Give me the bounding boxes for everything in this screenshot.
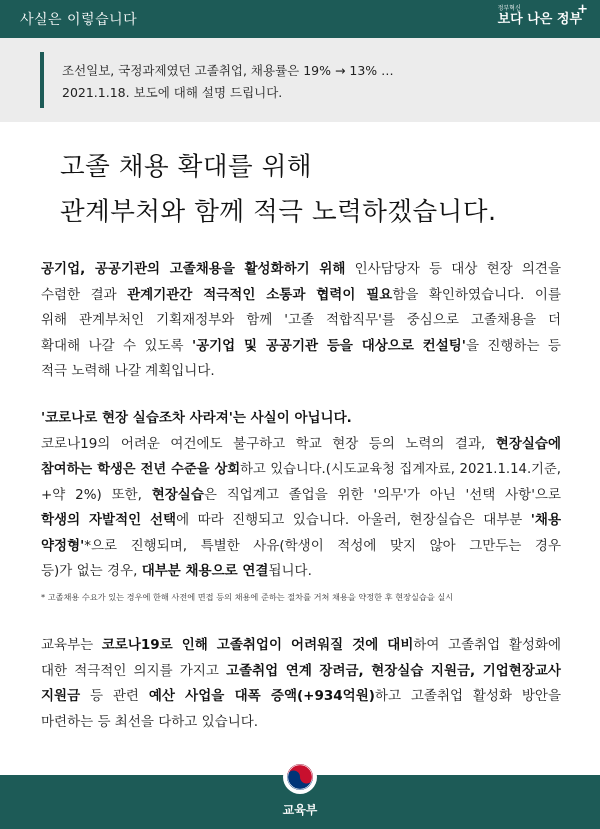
body-text: 수렴한 결과	[41, 286, 128, 303]
paragraph-field-training	[41, 406, 561, 585]
body-text: 위해 관계부처인 기획재정부와 함께 '고졸 적합직무'를 중심으로 고졸채용을 더	[41, 312, 561, 328]
body-text: 대한 적극적인 의지를 가지고	[41, 662, 227, 679]
body-text: 마련하는 등 최선을 다하고 있습니다.	[41, 713, 259, 730]
paragraph-line	[41, 483, 561, 509]
government-emblem-icon	[283, 760, 317, 794]
paragraph-line	[41, 283, 561, 309]
emphasis-text: 관계기관간 적극적인 소통과 협력이 필요	[127, 286, 393, 303]
emphasis-text: 고졸취업 연계 장려금, 현장실습 지원금, 기업현장교사	[226, 662, 561, 679]
heading-text: '코로나로 현장 실습조차 사라져'는 사실이 아닙니다.	[41, 410, 352, 426]
paragraph-consulting	[41, 257, 561, 385]
page-title: 사실은 이렇습니다	[20, 12, 138, 28]
paragraph-line	[41, 559, 561, 585]
body-text: 은 직업계고 졸업을 위한 '의무'가 아닌 '선택 사항'으로	[203, 486, 561, 503]
body-text: 함을 확인하였습니다. 이를	[392, 286, 561, 303]
emphasis-text: 약정형'	[41, 537, 85, 554]
body-text: 됩니다.	[268, 563, 312, 579]
body-text: 등)가 없는 경우,	[41, 563, 142, 579]
headline	[60, 145, 497, 235]
emphasis-text: 지원금	[41, 688, 81, 704]
body-text: 하고 고졸취업 활성화 방안을	[374, 688, 561, 704]
government-innovation-logo	[497, 2, 588, 28]
notice-line-1: 조선일보, 국정과제였던 고졸취업, 채용률은 19% → 13% …	[62, 63, 394, 78]
paragraph-line	[41, 457, 561, 483]
paragraph-line	[41, 710, 561, 736]
article-notice	[0, 38, 600, 122]
paragraph-line	[41, 308, 561, 334]
brand-big-text: 보다 나은 정부	[497, 12, 582, 27]
paragraph-budget	[41, 633, 561, 735]
body-text: 교육부는	[41, 637, 102, 653]
body-text: *으로 진행되며, 특별한 사유(학생이 적성에 맞지 않아 그만두는 경우	[84, 537, 561, 554]
emphasis-text: '채용	[530, 512, 561, 528]
body-text: 에 따라 진행되고 있습니다. 아울러, 현장실습은 대부분	[176, 512, 531, 528]
body-text: 하여 고졸취업 활성화에	[413, 637, 561, 653]
headline-line-2: 관계부처와 함께 적극 노력하겠습니다.	[60, 197, 497, 227]
paragraph-line	[41, 359, 561, 385]
paragraph-line	[41, 508, 561, 534]
paragraph-line	[41, 534, 561, 560]
body-text: 확대해 나갈 수 있도록	[41, 337, 192, 354]
emphasis-text: 현장실습	[151, 486, 204, 503]
body-text: 등 관련	[80, 688, 149, 704]
paragraph-line	[41, 633, 561, 659]
plus-icon: +	[577, 2, 588, 17]
body-text: 코로나19의 어려운 여건에도 불구하고 학교 현장 등의 노력의 결과,	[41, 435, 496, 452]
body-text: +약 2%) 또한,	[41, 486, 152, 503]
notice-accent-bar	[40, 52, 44, 108]
footer	[0, 775, 600, 829]
body-text: 적극 노력해 나갈 계획입니다.	[41, 363, 215, 379]
emphasis-text: 예산 사업을 대폭 증액(+934억원)	[148, 688, 375, 704]
notice-line-2: 2021.1.18. 보도에 대해 설명 드립니다.	[62, 85, 283, 100]
paragraph-line	[41, 334, 561, 360]
paragraph-line	[41, 684, 561, 710]
footnote: * 고졸채용 수요가 있는 경우에 한해 사전에 면접 등의 채용에 준하는 절차를 거쳐 채용을 약정한 후 현장실습을 실시	[41, 592, 454, 602]
emphasis-text: 현장실습에	[495, 435, 561, 452]
paragraph-line	[41, 432, 561, 458]
emphasis-text: 학생의 자발적인 선택	[41, 512, 177, 528]
emphasis-text: 코로나19로 인해 고졸취업이 어려워질 것에 대비	[101, 637, 414, 653]
emphasis-text: 참여하는 학생은 전년 수준을 상회	[41, 462, 241, 477]
paragraph-line	[41, 257, 561, 283]
emphasis-text: 대부분 채용으로 연결	[141, 563, 269, 579]
emphasis-text: 공기업, 공공기관의 고졸채용을 활성화하기 위해	[41, 261, 346, 277]
body-text: 을 진행하는 등	[465, 337, 561, 354]
body-text: 인사담당자 등 대상 현장 의견을	[345, 261, 561, 277]
body-text: 하고 있습니다.(시도교육청 집계자료, 2021.1.14.기준,	[240, 462, 561, 477]
taeguk-icon	[287, 764, 313, 790]
brand-small-text: 정부혁신	[497, 5, 521, 12]
paragraph-line	[41, 659, 561, 685]
top-bar	[0, 0, 600, 38]
headline-line-1: 고졸 채용 확대를 위해	[60, 152, 313, 182]
emphasis-text: '공기업 및 공공기관 등을 대상으로 컨설팅'	[191, 337, 466, 354]
ministry-name: 교육부	[282, 803, 318, 817]
section-heading	[41, 406, 561, 432]
